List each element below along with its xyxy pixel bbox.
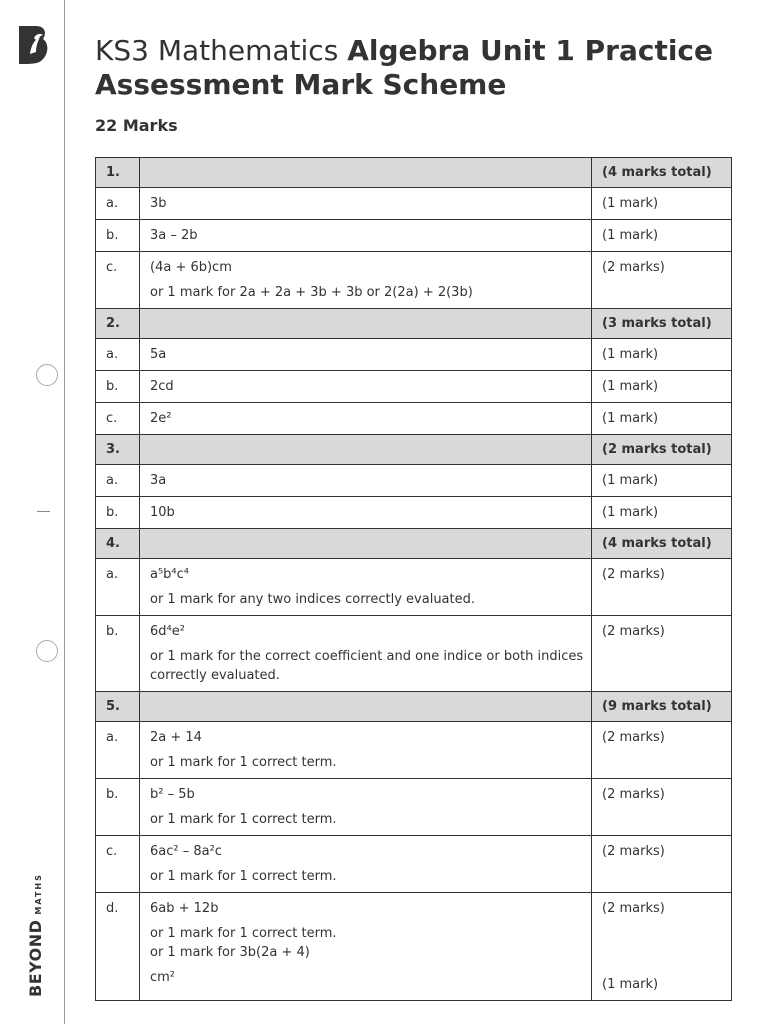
question-blank: [140, 692, 592, 722]
marks-text: (1 mark): [602, 473, 659, 488]
marks-text: (2 marks): [602, 901, 665, 916]
marks-cell: [592, 403, 732, 435]
question-number: 5.: [96, 692, 140, 722]
answer-cell: [140, 893, 592, 1001]
part-label: a.: [96, 339, 140, 371]
marks-cell: [592, 616, 732, 692]
part-label: c.: [96, 836, 140, 893]
marks-text: (1 mark): [602, 228, 659, 243]
answer-text: 5a: [150, 347, 167, 362]
marks-text: (2 marks): [602, 624, 665, 639]
question-header-row: [96, 529, 732, 559]
part-label: b.: [96, 779, 140, 836]
punch-hole-bottom: [36, 640, 58, 662]
answer-text: 6ac² – 8a²c: [150, 844, 222, 859]
answer-cell: [140, 559, 592, 616]
marks-spacer: [602, 918, 731, 975]
answer-cell: [140, 836, 592, 893]
beyond-logo-icon: [16, 24, 50, 66]
marks-cell: [592, 779, 732, 836]
answer-text: 6ab + 12b: [150, 901, 219, 916]
answer-text: 2cd: [150, 379, 174, 394]
answer-cell: [140, 339, 592, 371]
total-marks: 22 Marks: [95, 116, 178, 135]
margin-line: [64, 0, 65, 1024]
answer-row: [96, 559, 732, 616]
marks-cell: [592, 371, 732, 403]
answer-row: [96, 403, 732, 435]
answer-row: [96, 836, 732, 893]
answer-row: [96, 893, 732, 1001]
marking-note-alt: or 1 mark for 3b(2a + 4): [150, 945, 310, 960]
center-mark: [37, 511, 50, 512]
part-label: a.: [96, 722, 140, 779]
marks-text: (1 mark): [602, 196, 659, 211]
answer-cell: [140, 220, 592, 252]
marks-text: (1 mark): [602, 505, 659, 520]
answer-cell: [140, 779, 592, 836]
marks-cell: [592, 497, 732, 529]
brand-name: BEYOND: [26, 919, 45, 997]
marks-text: (1 mark): [602, 411, 659, 426]
title-subject: KS3 Mathematics: [95, 34, 348, 67]
title-main: Algebra Unit 1 Practice Assessment Mark Scheme: [95, 34, 714, 101]
part-label: b.: [96, 220, 140, 252]
marks-cell: [592, 339, 732, 371]
answer-cell: [140, 722, 592, 779]
marking-note: or 1 mark for 1 correct term.: [150, 755, 337, 770]
answer-row: [96, 497, 732, 529]
answer-row: [96, 339, 732, 371]
part-label: c.: [96, 403, 140, 435]
question-number: 3.: [96, 435, 140, 465]
question-total-marks: (4 marks total): [592, 158, 732, 188]
answer-cell: [140, 403, 592, 435]
question-number: 2.: [96, 309, 140, 339]
answer-text: 3b: [150, 196, 167, 211]
mark-scheme-table: [95, 157, 732, 1001]
question-blank: [140, 435, 592, 465]
question-header-row: [96, 309, 732, 339]
part-label: b.: [96, 371, 140, 403]
part-label: a.: [96, 188, 140, 220]
answer-cell: [140, 616, 592, 692]
answer-cell: [140, 497, 592, 529]
answer-row: [96, 465, 732, 497]
answer-text: 3a: [150, 473, 167, 488]
mark-scheme-body: [96, 158, 732, 1001]
marks-text: (2 marks): [602, 730, 665, 745]
marks-text: (2 marks): [602, 844, 665, 859]
question-total-marks: (2 marks total): [592, 435, 732, 465]
answer-text: a⁵b⁴c⁴: [150, 567, 189, 582]
question-blank: [140, 158, 592, 188]
answer-text: 3a – 2b: [150, 228, 198, 243]
marking-note: or 1 mark for 1 correct term.: [150, 926, 337, 941]
answer-text: 10b: [150, 505, 175, 520]
answer-row: [96, 779, 732, 836]
answer-cell: [140, 465, 592, 497]
marks-text: (1 mark): [602, 347, 659, 362]
answer-text: 2e²: [150, 411, 172, 426]
marks-cell: [592, 836, 732, 893]
answer-row: [96, 188, 732, 220]
extra-marks-text: (1 mark): [602, 977, 659, 992]
marking-note: or 1 mark for 1 correct term.: [150, 869, 337, 884]
answer-row: [96, 722, 732, 779]
question-blank: [140, 309, 592, 339]
question-number: 4.: [96, 529, 140, 559]
brand-sub: MATHS: [34, 873, 43, 915]
question-total-marks: (3 marks total): [592, 309, 732, 339]
answer-cell: [140, 252, 592, 309]
question-total-marks: (4 marks total): [592, 529, 732, 559]
answer-row: [96, 371, 732, 403]
answer-text: (4a + 6b)cm: [150, 260, 232, 275]
answer-row: [96, 252, 732, 309]
part-label: b.: [96, 497, 140, 529]
answer-text: 2a + 14: [150, 730, 202, 745]
brand-wordmark: [26, 873, 45, 997]
answer-text: 6d⁴e²: [150, 624, 185, 639]
marking-note: or 1 mark for any two indices correctly evaluated.: [150, 592, 475, 607]
marks-cell: [592, 559, 732, 616]
question-number: 1.: [96, 158, 140, 188]
marks-cell: [592, 893, 732, 1001]
answer-row: [96, 616, 732, 692]
answer-text: b² – 5b: [150, 787, 195, 802]
part-label: b.: [96, 616, 140, 692]
marks-cell: [592, 188, 732, 220]
question-total-marks: (9 marks total): [592, 692, 732, 722]
punch-hole-top: [36, 364, 58, 386]
marks-text: (2 marks): [602, 787, 665, 802]
marks-cell: [592, 465, 732, 497]
question-header-row: [96, 158, 732, 188]
marking-note: or 1 mark for 2a + 2a + 3b + 3b or 2(2a) + 2(3b): [150, 285, 473, 300]
answer-cell: [140, 188, 592, 220]
part-label: a.: [96, 559, 140, 616]
answer-cell: [140, 371, 592, 403]
marking-note: or 1 mark for the correct coefficient and one indice or both indices correctly evaluated.: [150, 649, 584, 683]
question-header-row: [96, 692, 732, 722]
page-title: [95, 34, 745, 102]
marks-text: (2 marks): [602, 260, 665, 275]
marks-cell: [592, 220, 732, 252]
answer-row: [96, 220, 732, 252]
question-blank: [140, 529, 592, 559]
marks-text: (2 marks): [602, 567, 665, 582]
answer-units: cm²: [150, 970, 176, 985]
question-header-row: [96, 435, 732, 465]
marks-cell: [592, 722, 732, 779]
marking-note: or 1 mark for 1 correct term.: [150, 812, 337, 827]
part-label: c.: [96, 252, 140, 309]
marks-cell: [592, 252, 732, 309]
part-label: a.: [96, 465, 140, 497]
marks-text: (1 mark): [602, 379, 659, 394]
part-label: d.: [96, 893, 140, 1001]
